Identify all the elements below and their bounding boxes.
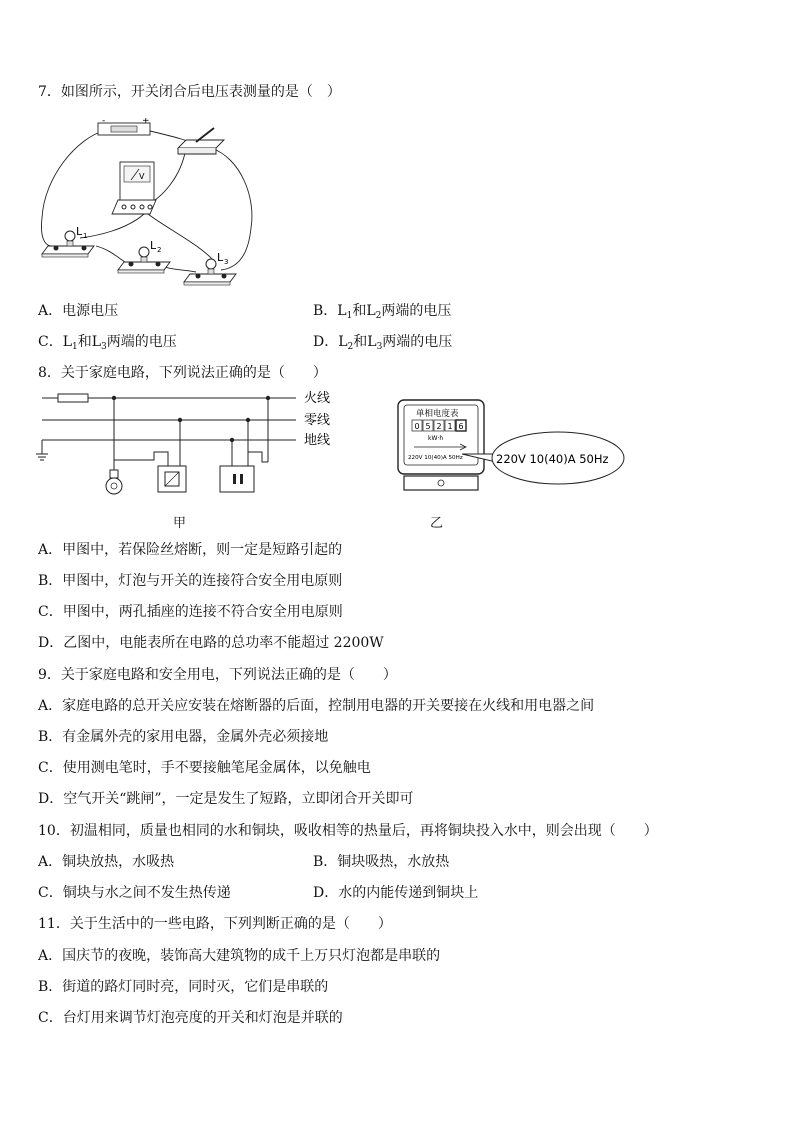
- q7-option-d: D．$L_2$和$L_3$两端的电压: [313, 334, 453, 352]
- svg-text:L: L: [76, 225, 83, 238]
- q10-option-b: B．铜块吸热，水放热: [313, 854, 450, 870]
- q11-stem: 11．关于生活中的一些电路，下列判断正确的是（ ）: [38, 916, 392, 932]
- svg-text:1: 1: [447, 422, 453, 431]
- q8-option-d: D．乙图中，电能表所在电路的总功率不能超过 2200W: [38, 635, 384, 651]
- q7-stem: 7．如图所示，开关闭合后电压表测量的是（ ）: [38, 84, 341, 100]
- q10-option-c: C．铜块与水之间不发生热传递: [38, 885, 231, 901]
- q8-electricity-meter-figure: [392, 396, 632, 496]
- q11-option-b: B．街道的路灯同时亮，同时灭，它们是串联的: [38, 979, 329, 995]
- q9-option-d: D．空气开关“跳闸”，一定是发生了短路，立即闭合开关即可: [38, 791, 414, 807]
- q7-circuit-figure: [36, 118, 270, 288]
- lamp-l1-icon: [42, 225, 94, 257]
- q9-stem: 9．关于家庭电路和安全用电，下列说法正确的是（ ）: [38, 667, 397, 683]
- q10-stem: 10．初温相同，质量也相同的水和铜块，吸收相等的热量后，再将铜块投入水中，则会出现（ ）: [38, 823, 658, 839]
- meter-title: 单相电度表: [416, 409, 459, 419]
- figure-a-caption: 甲: [173, 516, 187, 531]
- svg-text:1: 1: [83, 232, 88, 240]
- figure-b-caption: 乙: [430, 516, 444, 531]
- svg-text:5: 5: [425, 422, 431, 431]
- q8-stem: 8．关于家庭电路，下列说法正确的是（ ）: [38, 365, 327, 381]
- fuse-icon: [58, 394, 88, 402]
- live-wire-label: 火线: [304, 391, 331, 406]
- lamp-l2-icon: [118, 239, 170, 273]
- q7-option-c: C．$L_1$和$L_3$两端的电压: [38, 334, 177, 352]
- q8-option-a: A．甲图中，若保险丝熔断，则一定是短路引起的: [38, 542, 343, 558]
- q10-option-a: A．铜块放热，水吸热: [38, 854, 175, 870]
- neutral-wire-label: 零线: [304, 413, 331, 428]
- battery-icon: [98, 118, 150, 135]
- svg-text:3: 3: [224, 258, 229, 266]
- svg-text:2: 2: [436, 422, 442, 431]
- q10-option-d: D．水的内能传递到铜块上: [313, 885, 479, 901]
- voltmeter-icon: [112, 162, 156, 214]
- svg-text:0: 0: [414, 422, 420, 431]
- svg-text:L: L: [217, 251, 224, 264]
- svg-text:-: -: [102, 118, 106, 126]
- svg-text:V: V: [139, 172, 145, 181]
- q7-option-b: B．$L_1$和$L_2$两端的电压: [313, 303, 452, 321]
- svg-text:+: +: [142, 118, 150, 126]
- q9-option-c: C．使用测电笔时，手不要接触笔尾金属体，以免触电: [38, 760, 371, 776]
- q8-option-c: C．甲图中，两孔插座的连接不符合安全用电原则: [38, 604, 343, 620]
- svg-text:6: 6: [458, 422, 464, 431]
- q9-option-b: B．有金属外壳的家用电器，金属外壳必须接地: [38, 729, 329, 745]
- meter-digits: [412, 420, 466, 431]
- socket-icon: [220, 466, 254, 492]
- svg-text:L: L: [150, 239, 157, 252]
- meter-rating-bubble: 220V 10(40)A 50Hz: [496, 452, 609, 466]
- wall-switch-icon: [158, 466, 186, 492]
- ground-wire-label: 地线: [304, 433, 331, 448]
- bulb-icon: [106, 470, 122, 494]
- svg-text:2: 2: [157, 246, 162, 254]
- q8-household-circuit-figure: [36, 388, 346, 500]
- svg-text:kW·h: kW·h: [428, 435, 444, 442]
- q11-option-a: A．国庆节的夜晚，装饰高大建筑物的成千上万只灯泡都是串联的: [38, 948, 441, 964]
- q11-option-c: C．台灯用来调节灯泡亮度的开关和灯泡是并联的: [38, 1010, 343, 1026]
- q9-option-a: A．家庭电路的总开关应安装在熔断器的后面，控制用电器的开关要接在火线和用电器之间: [38, 698, 595, 714]
- svg-text:220V 10(40)A 50Hz: 220V 10(40)A 50Hz: [408, 455, 463, 461]
- q8-option-b: B．甲图中，灯泡与开关的连接符合安全用电原则: [38, 573, 343, 589]
- q7-option-a: A．电源电压: [38, 303, 119, 319]
